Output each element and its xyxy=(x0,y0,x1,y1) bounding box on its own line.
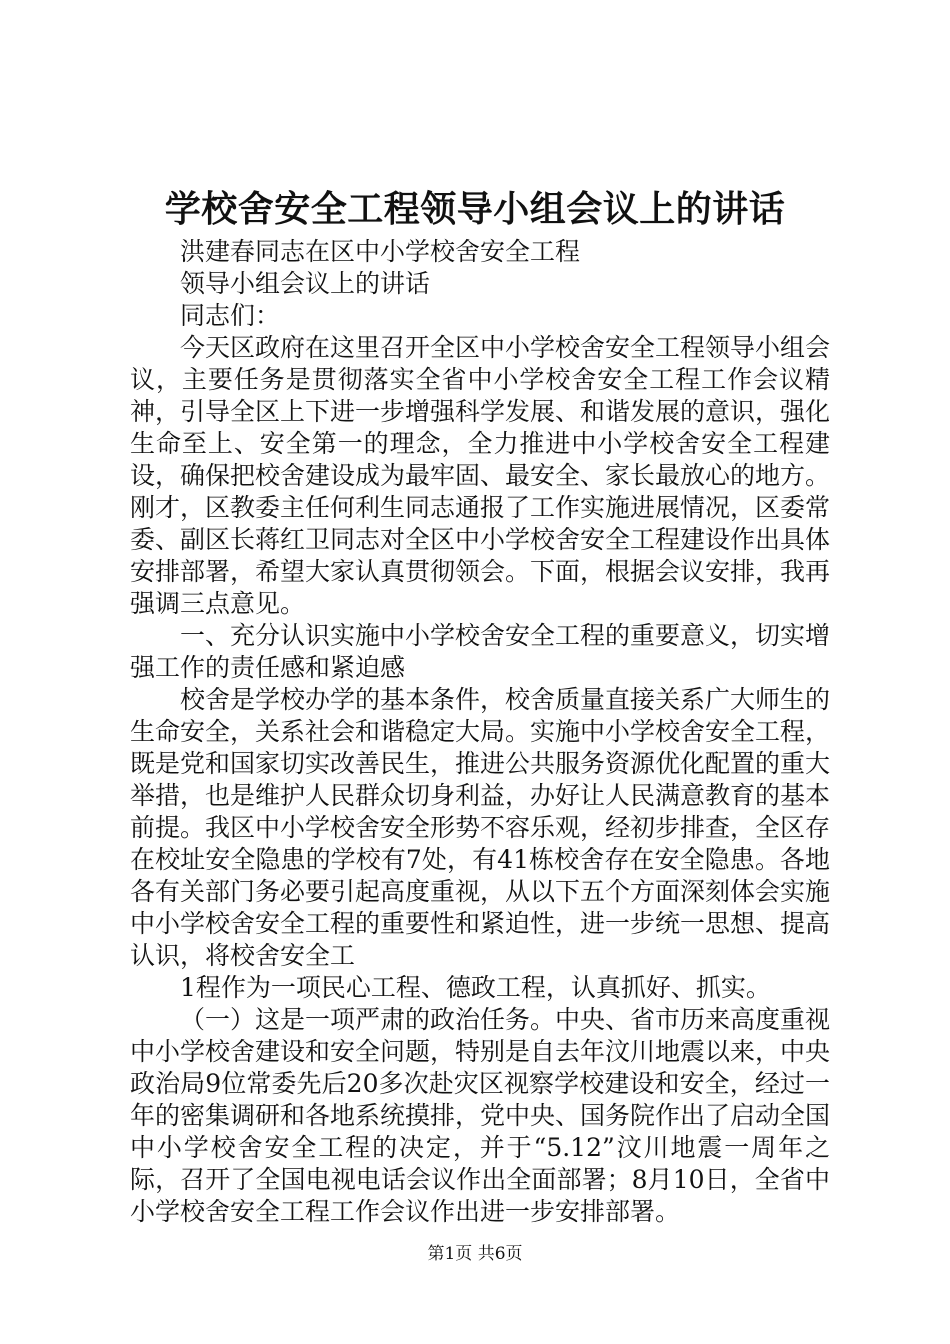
subtitle-line-2: 领导小组会议上的讲话 xyxy=(180,269,431,298)
document-body xyxy=(130,236,830,1228)
subtitle-line-1: 洪建春同志在区中小学校舍安全工程 xyxy=(180,237,581,266)
salutation: 同志们： xyxy=(180,301,281,330)
paragraph-continuation: 1程作为一项民心工程、德政工程，认真抓好、抓实。 xyxy=(180,973,771,1002)
section-heading-1: 一、充分认识实施中小学校舍安全工程的重要意义，切实增强工作的责任感和紧迫感 xyxy=(130,621,831,682)
page-footer: 第1页 共6页 xyxy=(427,1244,523,1264)
document-title: 学校舍安全工程领导小组会议上的讲话 xyxy=(164,188,786,230)
paragraph-political-task: （一）这是一项严肃的政治任务。中央、省市历来高度重视中小学校舍建设和安全问题，特别是自去年汶川地震以来，中央政治局9位常委先后20多次赴灾区视察学校建设和安全，经过一年的密集调研和各地系统摸排，党中央、国务院作出了启动全国中小学校舍安全工程的决定，并于“5.12”汶川地震一周年之际，召开了全国电视电话会议作出全面部署；8月10日，全省中小学校舍安全工程工作会议作出进一步安排部署。 xyxy=(130,1005,831,1226)
paragraph-school-buildings: 校舍是学校办学的基本条件，校舍质量直接关系广大师生的生命安全，关系社会和谐稳定大局。实施中小学校舍安全工程，既是党和国家切实改善民生，推进公共服务资源优化配置的重大举措，也是维护人民群众切身利益，办好让人民满意教育的基本前提。我区中小学校舍安全形势不容乐观，经初步排查，全区存在校址安全隐患的学校有7处，有41栋校舍存在安全隐患。各地各有关部门务必要引起高度重视，从以下五个方面深刻体会实施中小学校舍安全工程的重要性和紧迫性，进一步统一思想、提高认识，将校舍安全工 xyxy=(130,685,831,970)
paragraph-intro: 今天区政府在这里召开全区中小学校舍安全工程领导小组会议，主要任务是贯彻落实全省中小学校舍安全工程工作会议精神，引导全区上下进一步增强科学发展、和谐发展的意识，强化生命至上、安全第一的理念，全力推进中小学校舍安全工程建设，确保把校舍建设成为最牢固、最安全、家长最放心的地方。刚才，区教委主任何利生同志通报了工作实施进展情况，区委常委、副区长蒋红卫同志对全区中小学校舍安全工程建设作出具体安排部署，希望大家认真贯彻领会。下面，根据会议安排，我再强调三点意见。 xyxy=(130,333,831,618)
